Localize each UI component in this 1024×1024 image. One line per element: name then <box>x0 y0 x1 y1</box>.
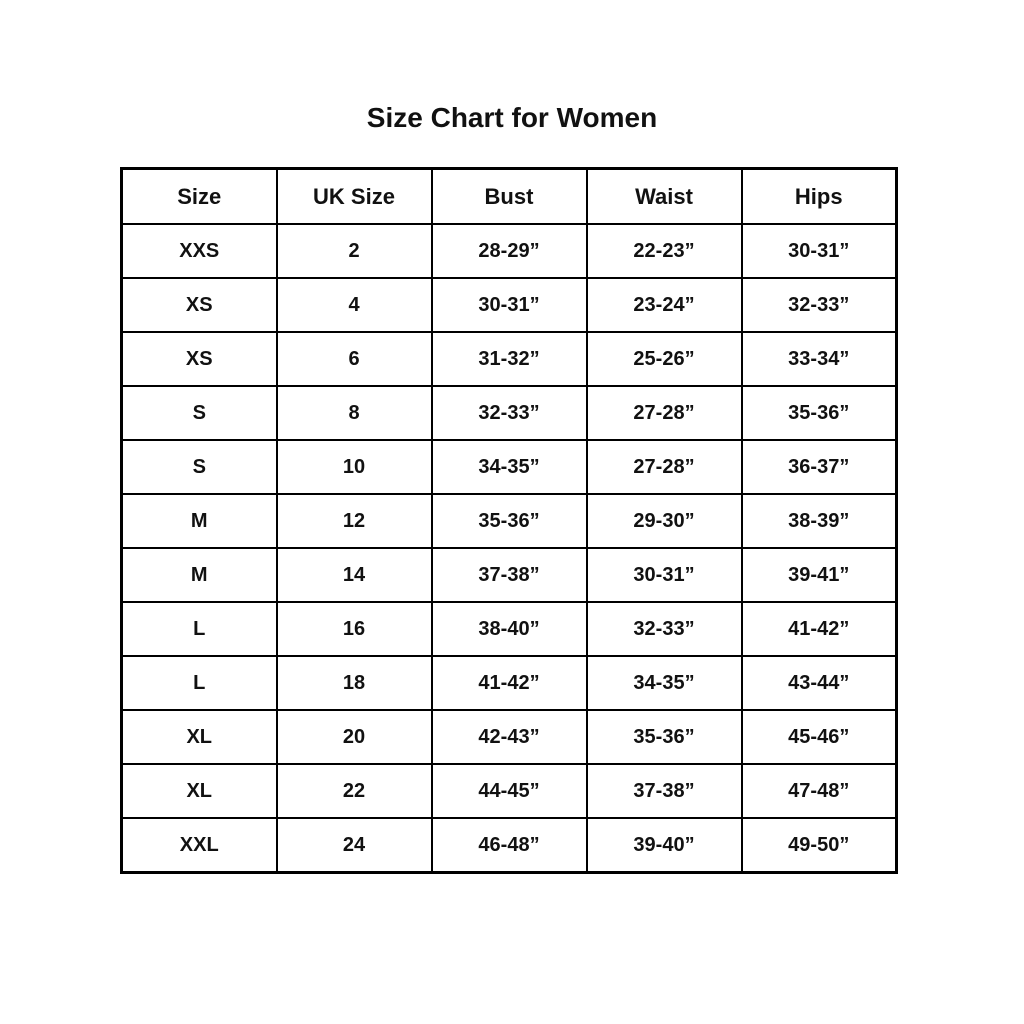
table-cell: 39-41” <box>742 548 897 602</box>
table-cell: 44-45” <box>432 764 587 818</box>
table-cell: 38-40” <box>432 602 587 656</box>
column-header-uk-size: UK Size <box>277 169 432 225</box>
table-cell: 10 <box>277 440 432 494</box>
table-cell: XXS <box>122 224 277 278</box>
table-row <box>122 494 897 548</box>
page-title: Size Chart for Women <box>366 102 658 133</box>
column-header-hips: Hips <box>742 169 897 225</box>
table-cell: 45-46” <box>742 710 897 764</box>
table-cell: 30-31” <box>587 548 742 602</box>
table-cell: 34-35” <box>587 656 742 710</box>
table-row <box>122 710 897 764</box>
table-cell: S <box>122 440 277 494</box>
table-cell: M <box>122 548 277 602</box>
table-cell: 41-42” <box>432 656 587 710</box>
size-chart-table <box>120 167 898 874</box>
table-cell: M <box>122 494 277 548</box>
table-cell: 37-38” <box>432 548 587 602</box>
table-cell: 22 <box>277 764 432 818</box>
table-cell: 25-26” <box>587 332 742 386</box>
table-cell: 35-36” <box>742 386 897 440</box>
table-row <box>122 548 897 602</box>
table-row <box>122 818 897 873</box>
table-cell: 22-23” <box>587 224 742 278</box>
table-cell: 18 <box>277 656 432 710</box>
table-cell: 37-38” <box>587 764 742 818</box>
table-row <box>122 764 897 818</box>
table-row <box>122 656 897 710</box>
table-cell: 38-39” <box>742 494 897 548</box>
table-cell: L <box>122 656 277 710</box>
header-row <box>122 169 897 225</box>
table-cell: 6 <box>277 332 432 386</box>
table-cell: 36-37” <box>742 440 897 494</box>
table-cell: 42-43” <box>432 710 587 764</box>
table-cell: 20 <box>277 710 432 764</box>
column-header-waist: Waist <box>587 169 742 225</box>
column-header-size: Size <box>122 169 277 225</box>
table-cell: 47-48” <box>742 764 897 818</box>
table-header <box>122 169 897 225</box>
table-cell: 39-40” <box>587 818 742 873</box>
table-cell: 34-35” <box>432 440 587 494</box>
table-cell: 33-34” <box>742 332 897 386</box>
table-cell: 30-31” <box>432 278 587 332</box>
table-row <box>122 602 897 656</box>
table-cell: 28-29” <box>432 224 587 278</box>
table-body <box>122 224 897 873</box>
table-cell: 35-36” <box>587 710 742 764</box>
table-cell: 8 <box>277 386 432 440</box>
table-row <box>122 386 897 440</box>
table-cell: 32-33” <box>587 602 742 656</box>
table-cell: XL <box>122 710 277 764</box>
table-cell: XS <box>122 332 277 386</box>
table-cell: 27-28” <box>587 440 742 494</box>
table-cell: S <box>122 386 277 440</box>
table-row <box>122 440 897 494</box>
table-cell: 30-31” <box>742 224 897 278</box>
table-row <box>122 278 897 332</box>
table-row <box>122 224 897 278</box>
table-cell: 49-50” <box>742 818 897 873</box>
table-cell: 32-33” <box>742 278 897 332</box>
table-cell: L <box>122 602 277 656</box>
table-cell: XS <box>122 278 277 332</box>
table-row <box>122 332 897 386</box>
table-cell: 23-24” <box>587 278 742 332</box>
table-cell: 24 <box>277 818 432 873</box>
table-cell: 12 <box>277 494 432 548</box>
table-cell: 2 <box>277 224 432 278</box>
table-cell: XXL <box>122 818 277 873</box>
table-cell: 32-33” <box>432 386 587 440</box>
table-cell: 16 <box>277 602 432 656</box>
table-cell: 41-42” <box>742 602 897 656</box>
table-cell: 14 <box>277 548 432 602</box>
table-cell: XL <box>122 764 277 818</box>
table-cell: 43-44” <box>742 656 897 710</box>
column-header-bust: Bust <box>432 169 587 225</box>
table-cell: 35-36” <box>432 494 587 548</box>
table-cell: 4 <box>277 278 432 332</box>
table-cell: 46-48” <box>432 818 587 873</box>
table-cell: 31-32” <box>432 332 587 386</box>
table-cell: 29-30” <box>587 494 742 548</box>
table-cell: 27-28” <box>587 386 742 440</box>
